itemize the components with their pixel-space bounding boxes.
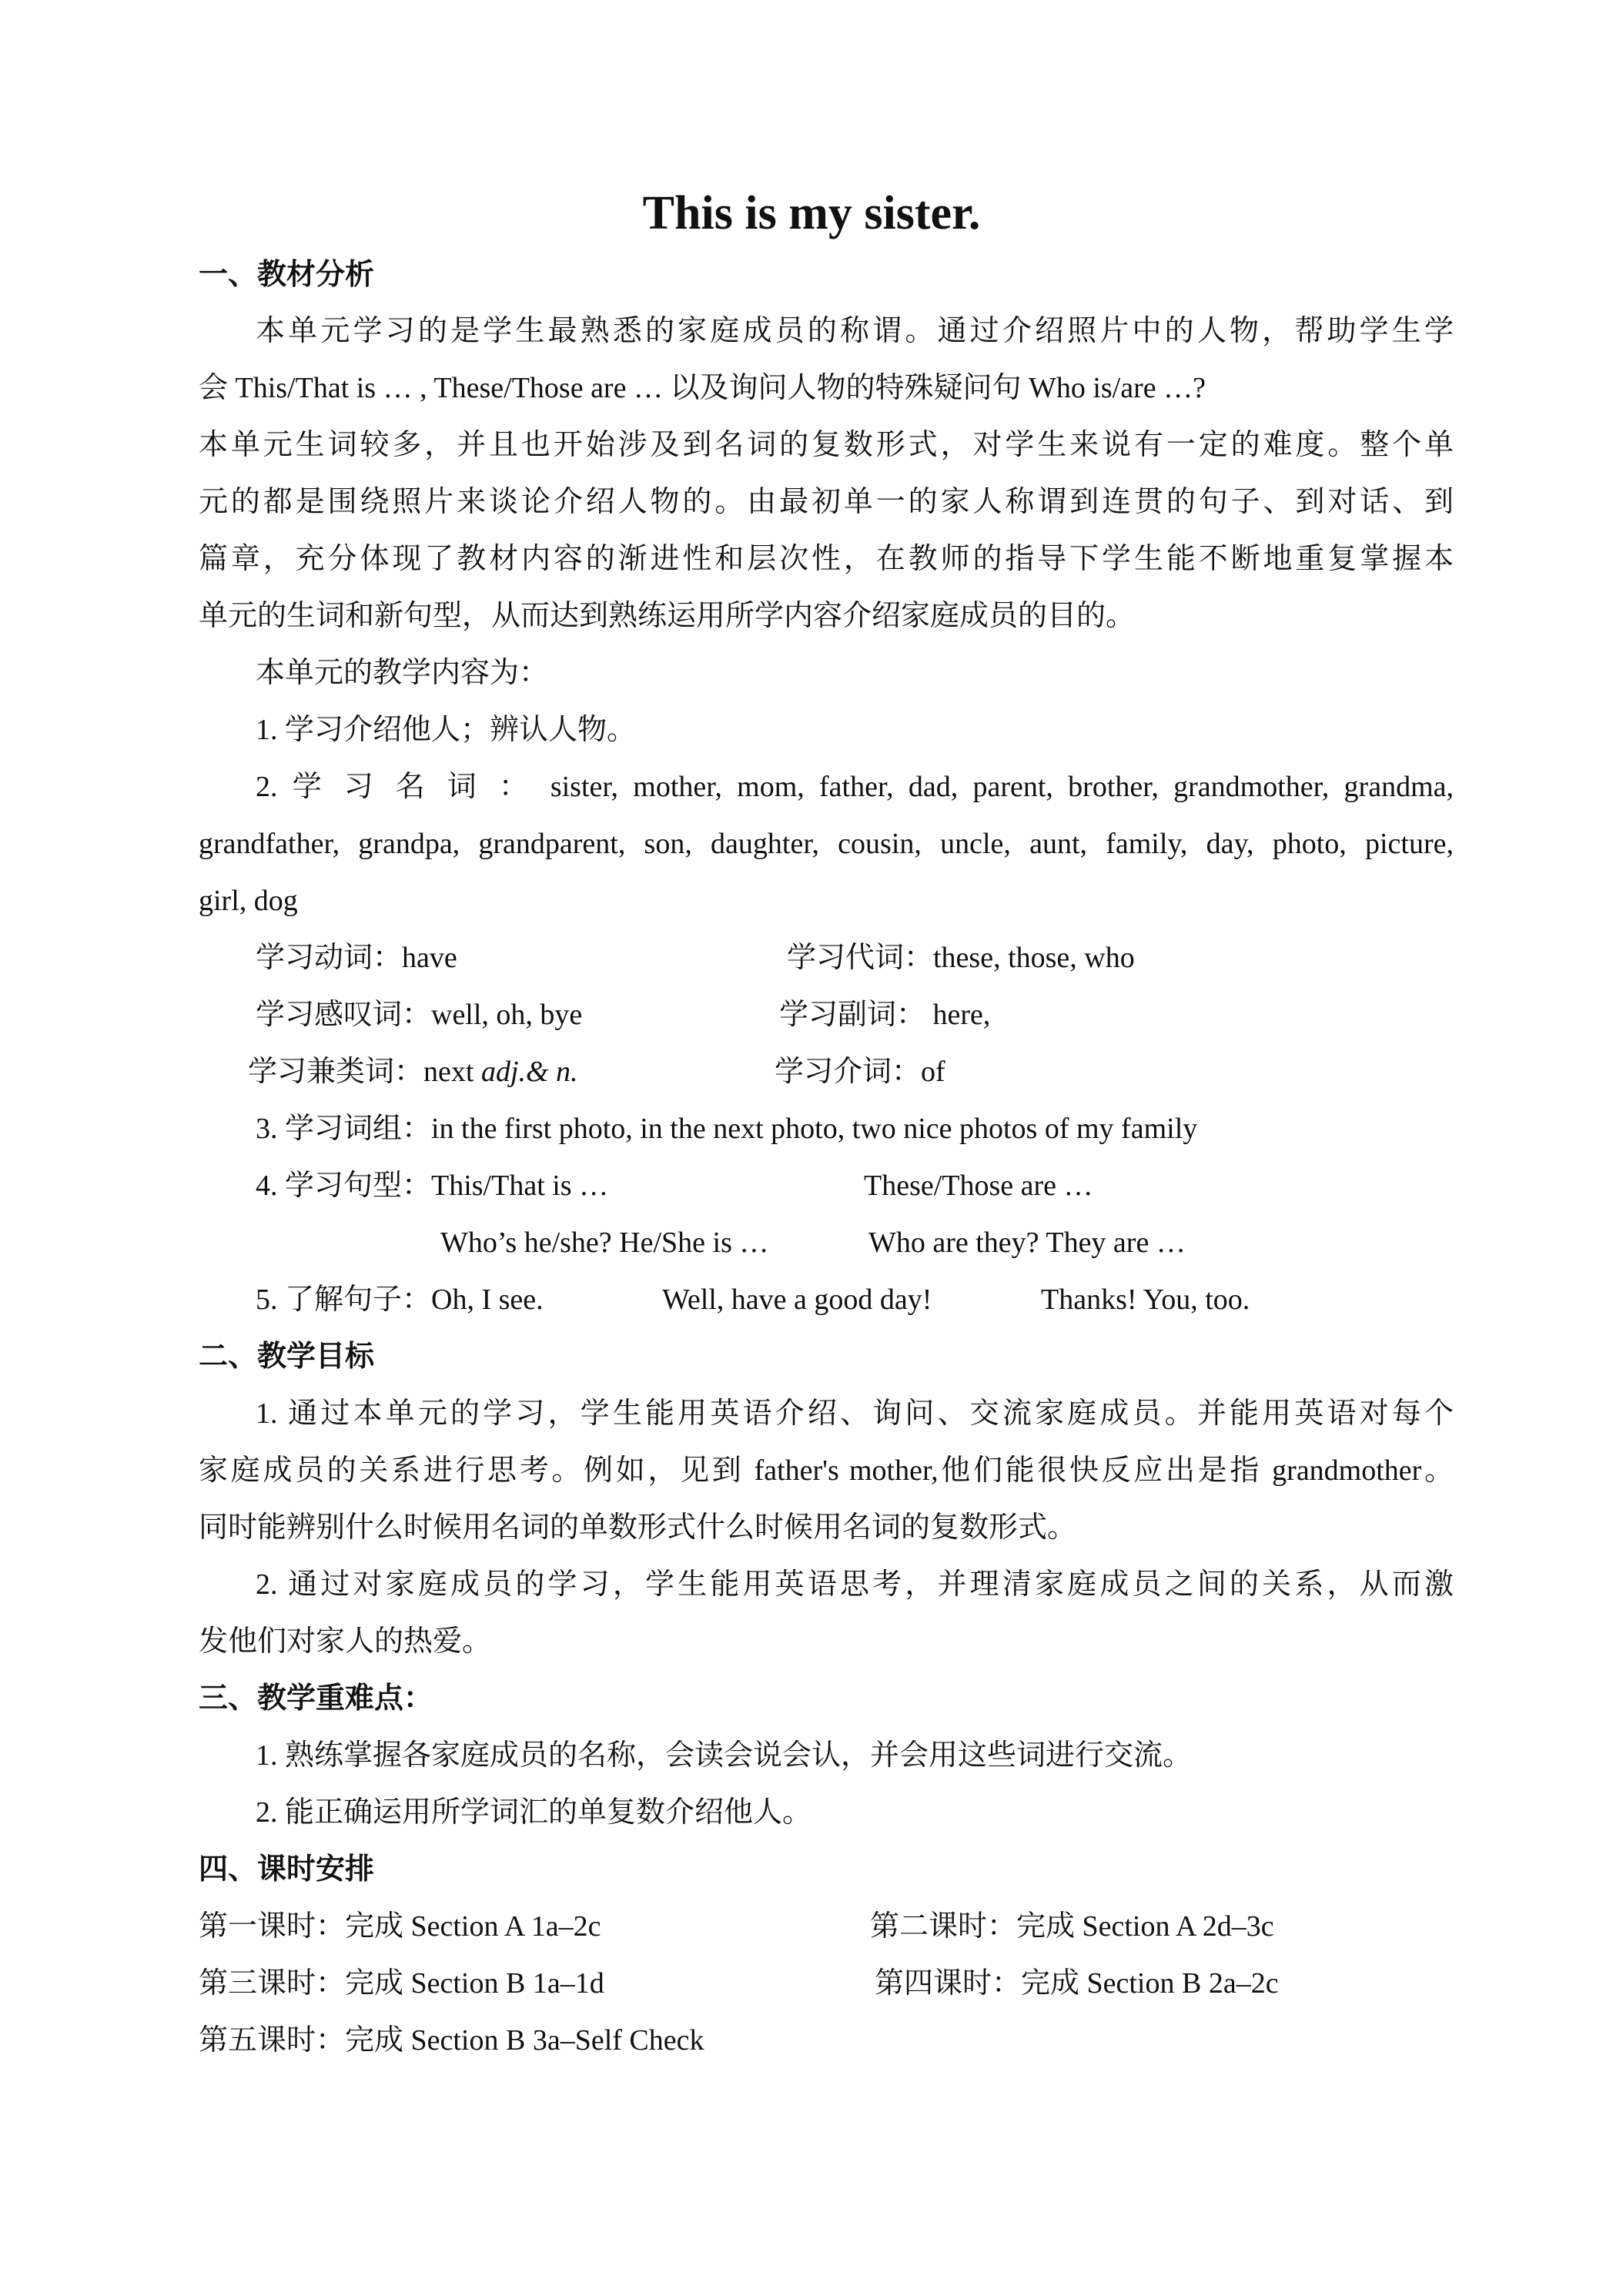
content-item-3: 3. 学习词组：in the first photo, in the next photo, two nice photos of my family xyxy=(256,1113,1198,1145)
paragraph-line: 会 This/That is … , These/Those are … 以及询问人物的特殊疑问句 Who is/are …? xyxy=(199,372,1206,404)
content-item-5: 5. 了解句子：Oh, I see. xyxy=(256,1284,544,1316)
section-heading-key-points: 三、教学重难点： xyxy=(199,1682,433,1715)
sentence-example: Well, have a good day! xyxy=(662,1284,932,1316)
paragraph-line: 本单元学习的是学生最熟悉的家庭成员的称谓。通过介绍照片中的人物，帮助学生学 xyxy=(256,315,1454,347)
content-item-4: 4. 学习句型：This/That is … xyxy=(256,1170,609,1202)
document-title: This is my sister. xyxy=(642,187,981,239)
lesson-4: 第四课时：完成 Section B 2a–2c xyxy=(875,1967,1279,2000)
vocab-pronouns: 学习代词：these, those, who xyxy=(787,942,1135,974)
lesson-3: 第三课时：完成 Section B 1a–1d xyxy=(199,1967,604,2000)
vocab-multi-class-pos: adj.& n. xyxy=(480,1056,578,1088)
lesson-1: 第一课时：完成 Section A 1a–2c xyxy=(199,1910,601,1943)
sentence-pattern: Who are they? They are … xyxy=(868,1227,1186,1259)
section-heading-teaching-goals: 二、教学目标 xyxy=(199,1340,375,1373)
goal-1-cont: 家庭成员的关系进行思考。例如，见到 father's mother,他们能很快反应出是指 grandmother。 xyxy=(199,1454,1454,1487)
vocab-interjections: 学习感叹词：well, oh, bye xyxy=(256,999,583,1031)
content-item-2: 2. 学 习 名 词 ： sister, mother, mom, father, dad, parent, brother, grandmother, grandma, xyxy=(256,771,1454,803)
lesson-5: 第五课时：完成 Section B 3a–Self Check xyxy=(199,2024,704,2057)
paragraph-line: 篇章，充分体现了教材内容的渐进性和层次性，在教师的指导下学生能不断地重复掌握本 xyxy=(199,543,1454,575)
paragraph-line: 单元的生词和新句型，从而达到熟练运用所学内容介绍家庭成员的目的。 xyxy=(199,600,1136,632)
content-item-2-cont: girl, dog xyxy=(199,885,298,917)
content-item-1: 1. 学习介绍他人；辨认人物。 xyxy=(256,714,637,746)
lesson-2: 第二课时：完成 Section A 2d–3c xyxy=(870,1910,1274,1943)
goal-1: 1. 通过本单元的学习，学生能用英语介绍、询问、交流家庭成员。并能用英语对每个 xyxy=(256,1397,1454,1430)
content-intro: 本单元的教学内容为： xyxy=(256,657,549,689)
goal-2-cont: 发他们对家人的热爱。 xyxy=(199,1625,492,1658)
vocab-prepositions: 学习介词：of xyxy=(775,1056,945,1088)
paragraph-line: 元的都是围绕照片来谈论介绍人物的。由最初单一的家人称谓到连贯的句子、到对话、到 xyxy=(199,486,1454,518)
key-point-2: 2. 能正确运用所学词汇的单复数介绍他人。 xyxy=(256,1796,812,1829)
vocab-multi-class xyxy=(248,1049,578,1095)
vocab-multi-class-label: 学习兼类词：next xyxy=(248,1056,481,1088)
sentence-pattern: Who’s he/she? He/She is … xyxy=(440,1227,769,1259)
goal-2: 2. 通过对家庭成员的学习，学生能用英语思考，并理清家庭成员之间的关系，从而激 xyxy=(256,1568,1454,1601)
vocab-verbs: 学习动词：have xyxy=(256,942,457,974)
sentence-example: Thanks! You, too. xyxy=(1041,1284,1250,1316)
key-point-1: 1. 熟练掌握各家庭成员的名称，会读会说会认，并会用这些词进行交流。 xyxy=(256,1739,1193,1772)
section-heading-textbook-analysis: 一、教材分析 xyxy=(199,259,375,291)
content-item-2-cont: grandfather, grandpa, grandparent, son, daughter, cousin, uncle, aunt, family, day, photo, picture, xyxy=(199,828,1454,860)
sentence-pattern: These/Those are … xyxy=(864,1170,1093,1202)
paragraph-line: 本单元生词较多，并且也开始涉及到名词的复数形式，对学生来说有一定的难度。整个单 xyxy=(199,429,1454,461)
vocab-adverbs: 学习副词： here, xyxy=(779,999,991,1031)
section-heading-schedule: 四、课时安排 xyxy=(199,1853,375,1886)
goal-1-cont: 同时能辨别什么时候用名词的单数形式什么时候用名词的复数形式。 xyxy=(199,1511,1077,1544)
